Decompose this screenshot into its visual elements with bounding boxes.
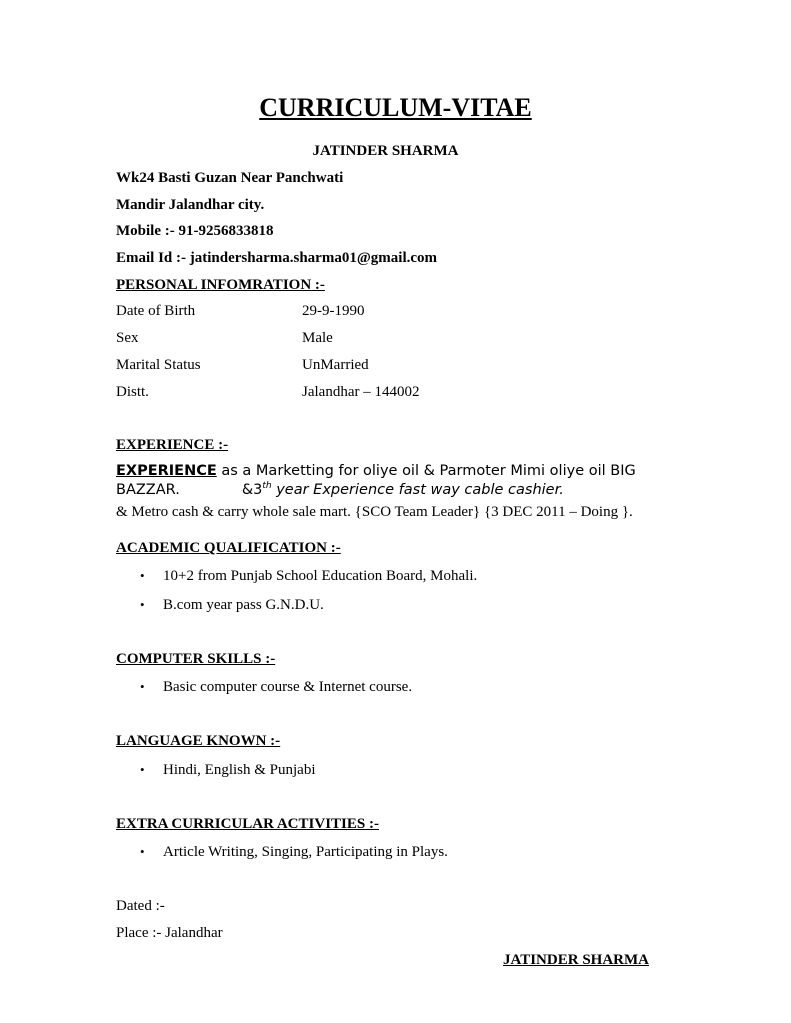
extra-heading: EXTRA CURRICULAR ACTIVITIES :- (116, 816, 379, 832)
experience-line-2-sup: th (262, 481, 272, 491)
computer-item-1-text: Basic computer course & Internet course. (163, 679, 413, 695)
signature: JATINDER SHARMA (503, 952, 649, 968)
document-title: CURRICULUM-VITAE (259, 93, 532, 122)
personal-value-dob: 29-9-1990 (302, 303, 365, 319)
academic-item-1 (140, 568, 477, 585)
extra-item-1-text: Article Writing, Singing, Participating in Plays. (163, 844, 448, 860)
language-item-1-text: Hindi, English & Punjabi (163, 762, 316, 778)
bullet-icon: • (140, 568, 145, 583)
experience-line-2-amp: &3 (241, 481, 263, 498)
personal-value-sex: Male (302, 330, 333, 346)
experience-line-1 (116, 463, 636, 479)
personal-heading: PERSONAL INFOMRATION :- (116, 277, 325, 293)
experience-line-1-text: as a Marketting for oliye oil & Parmoter Mimi oliye oil BIG (216, 463, 636, 479)
experience-heading: EXPERIENCE :- (116, 437, 229, 453)
language-heading: LANGUAGE KNOWN :- (116, 733, 281, 749)
bullet-icon: • (140, 679, 145, 694)
bullet-icon: • (140, 762, 145, 777)
experience-line-2-start: BAZZAR. (116, 481, 180, 498)
dated: Dated :- (116, 898, 165, 914)
experience-line-2 (116, 481, 564, 498)
personal-value-distt: Jalandhar – 144002 (302, 384, 420, 400)
personal-label-marital: Marital Status (116, 357, 201, 373)
place: Place :- Jalandhar (116, 925, 223, 941)
experience-lead: EXPERIENCE (116, 463, 217, 479)
address-line-2: Mandir Jalandhar city. (116, 197, 265, 213)
email: Email Id :- jatindersharma.sharma01@gmail.com (116, 250, 438, 266)
experience-line-2-italic: year Experience fast way cable cashier. (271, 481, 564, 498)
address-line-1: Wk24 Basti Guzan Near Panchwati (116, 170, 344, 186)
academic-heading: ACADEMIC QUALIFICATION :- (116, 540, 341, 556)
academic-item-2-text: B.com year pass G.N.D.U. (163, 597, 324, 613)
mobile: Mobile :- 91-9256833818 (116, 223, 274, 239)
personal-label-sex: Sex (116, 330, 139, 346)
language-item-1 (140, 762, 316, 779)
academic-item-2 (140, 597, 324, 614)
personal-label-distt: Distt. (116, 384, 149, 400)
personal-label-dob: Date of Birth (116, 303, 196, 319)
extra-item-1 (140, 844, 448, 861)
bullet-icon: • (140, 597, 145, 612)
bullet-icon: • (140, 844, 145, 859)
personal-value-marital: UnMarried (302, 357, 369, 373)
computer-heading: COMPUTER SKILLS :- (116, 651, 276, 667)
academic-item-1-text: 10+2 from Punjab School Education Board, Mohali. (163, 568, 478, 584)
candidate-name: JATINDER SHARMA (312, 143, 459, 159)
experience-line-3: & Metro cash & carry whole sale mart. {SCO Team Leader} {3 DEC 2011 – Doing }. (116, 504, 633, 520)
computer-item-1 (140, 679, 412, 696)
